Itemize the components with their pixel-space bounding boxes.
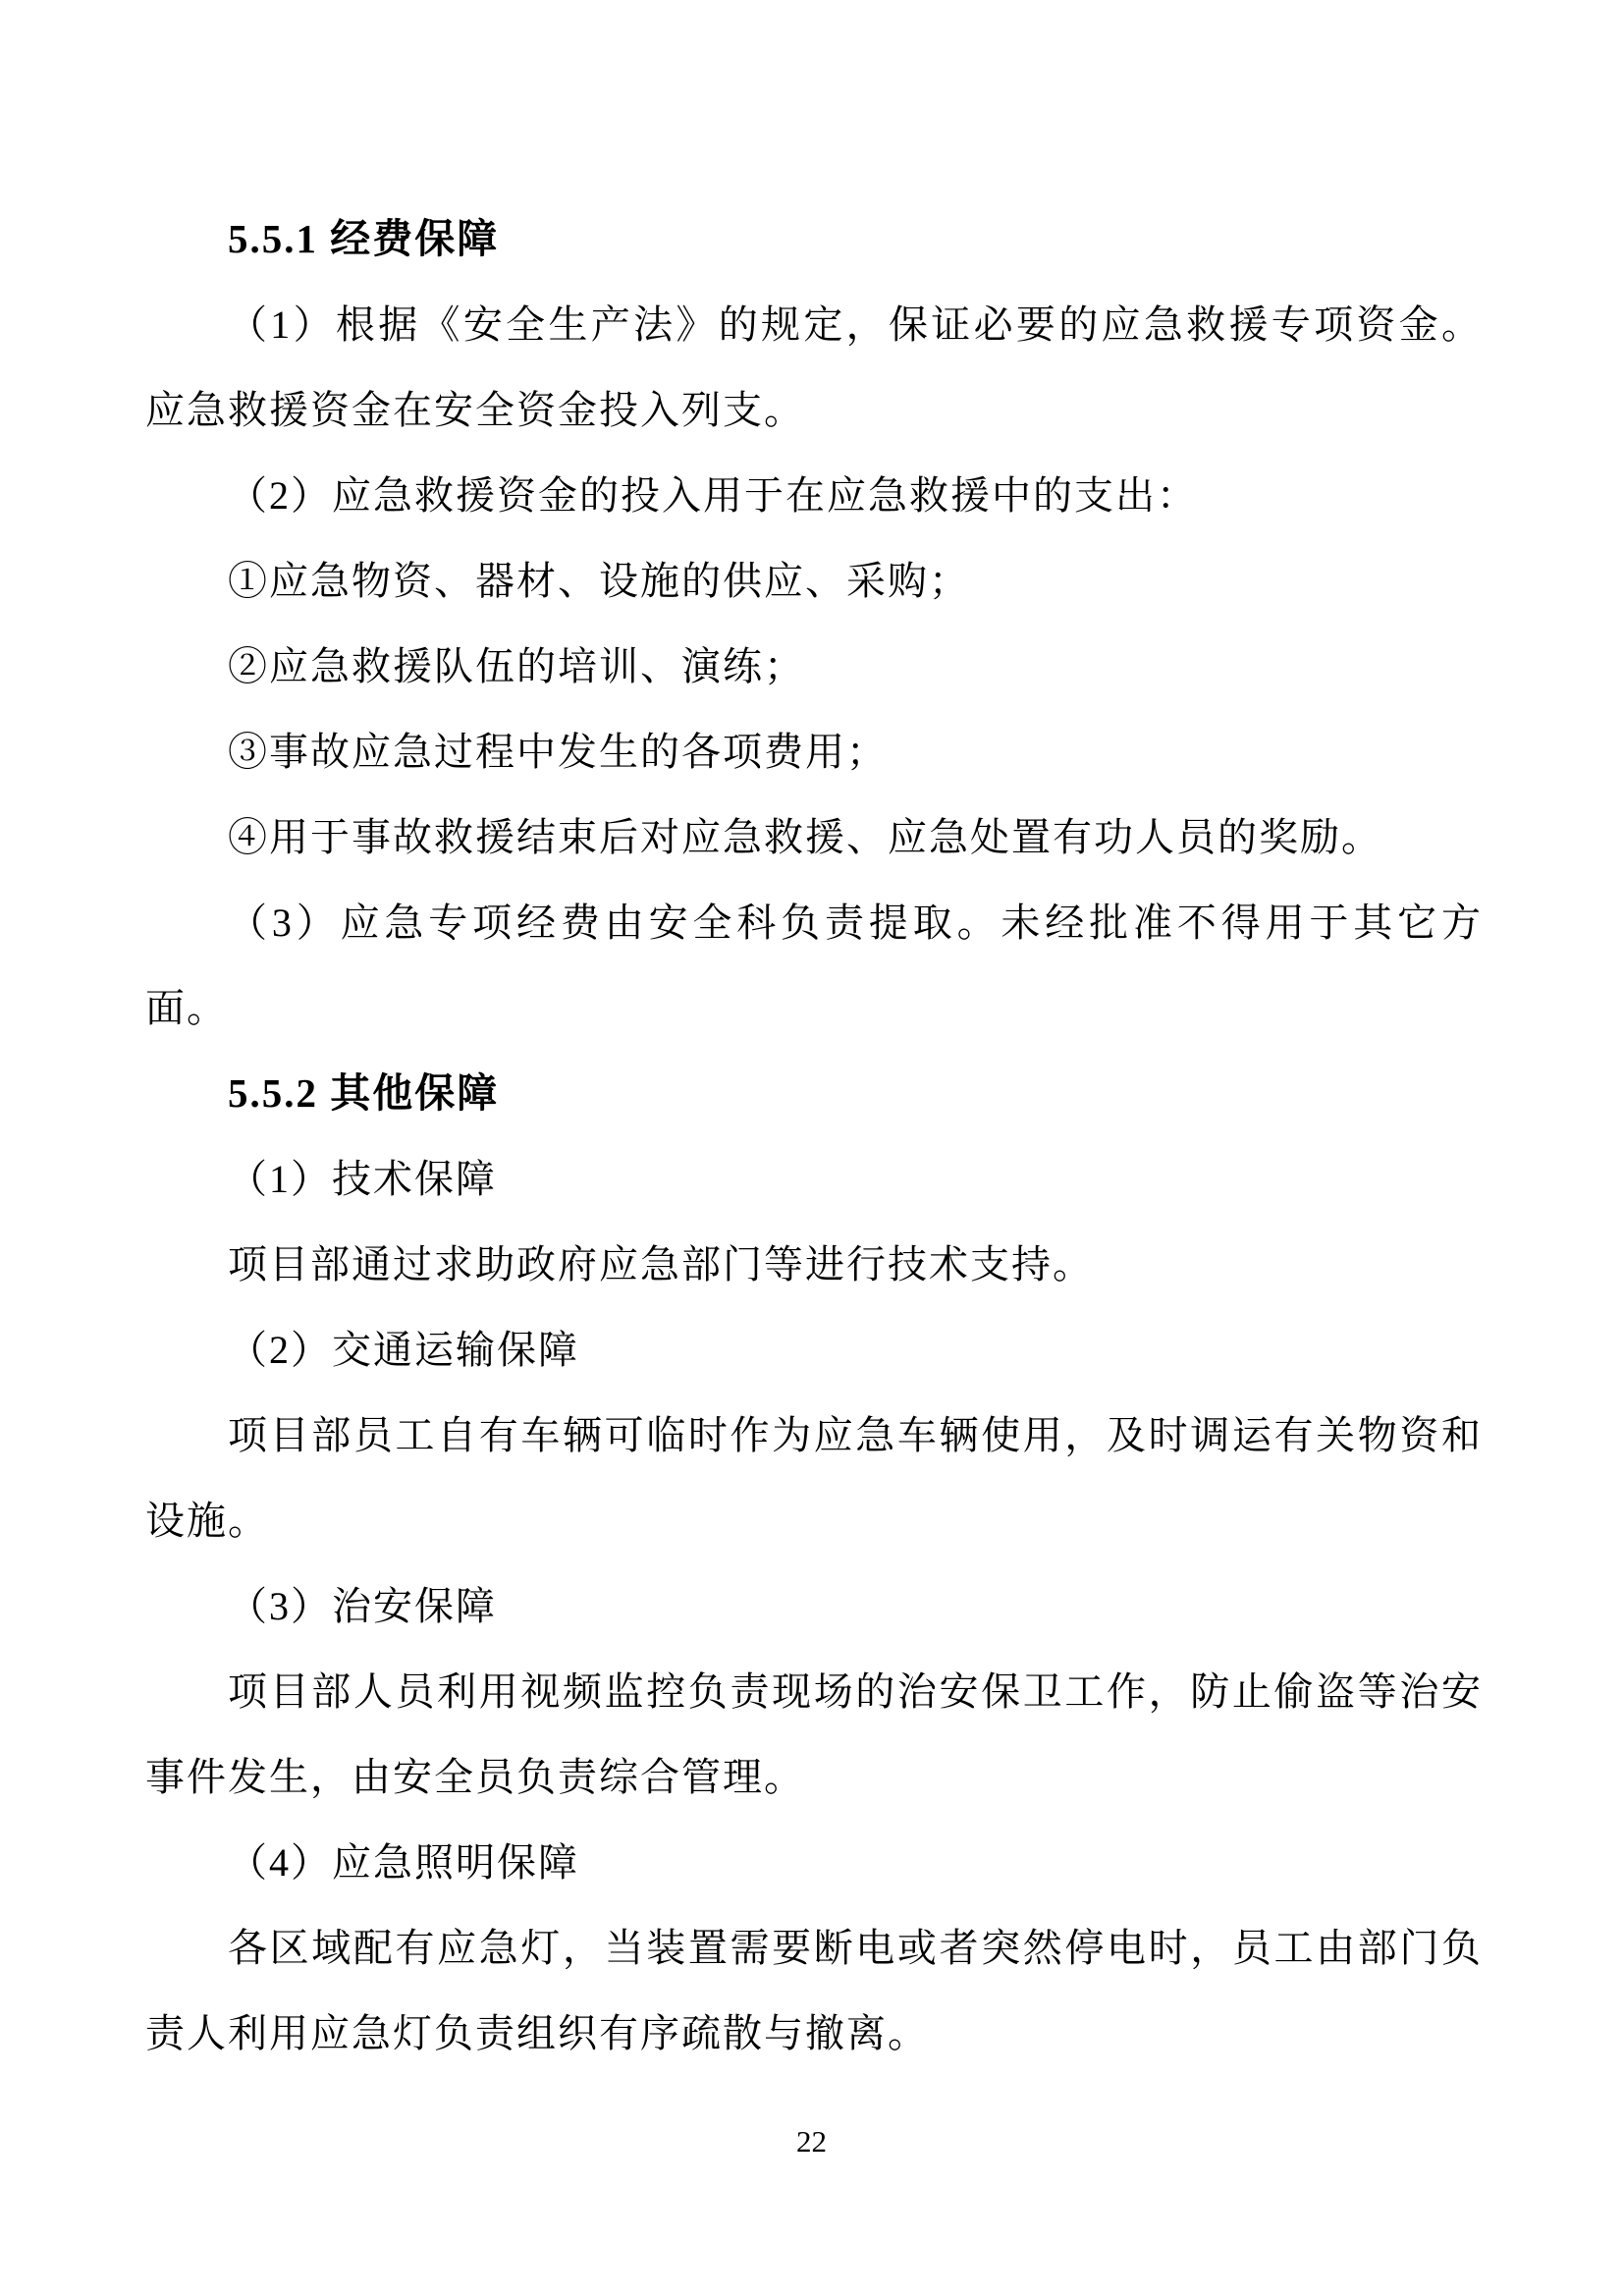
para-tech-guarantee-body: 项目部通过求助政府应急部门等进行技术支持。 [228, 1242, 1094, 1286]
section-heading-other-guarantee: 5.5.2 其他保障 [228, 1070, 500, 1116]
funding-list-item-4: ④用于事故救援结束后对应急救援、应急处置有功人员的奖励。 [228, 815, 1382, 859]
para-security-guarantee-title: （3）治安保障 [228, 1584, 497, 1628]
para-transport-guarantee-body: 项目部员工自有车辆可临时作为应急车辆使用，及时调运有关物资和设施。 [145, 1413, 1483, 1543]
page-number: 22 [796, 2124, 827, 2159]
funding-list-item-3: ③事故应急过程中发生的各项费用； [228, 730, 888, 774]
para-tech-guarantee-title: （1）技术保障 [228, 1157, 497, 1201]
para-funding-1: （1）根据《安全生产法》的规定，保证必要的应急救援专项资金。应急救援资金在安全资金投入列支。 [145, 302, 1483, 432]
para-transport-guarantee-title: （2）交通运输保障 [228, 1328, 579, 1372]
funding-list-item-2: ②应急救援队伍的培训、演练； [228, 644, 805, 688]
funding-list-item-1: ①应急物资、器材、设施的供应、采购； [228, 559, 970, 603]
section-heading-funding-guarantee: 5.5.1 经费保障 [228, 216, 500, 261]
para-funding-3: （3）应急专项经费由安全科负责提取。未经批准不得用于其它方面。 [145, 901, 1483, 1030]
para-funding-2: （2）应急救援资金的投入用于在应急救援中的支出： [228, 473, 1198, 518]
document-body [145, 196, 1483, 2076]
para-lighting-guarantee-title: （4）应急照明保障 [228, 1840, 579, 1885]
para-security-guarantee-body: 项目部人员利用视频监控负责现场的治安保卫工作，防止偷盗等治安事件发生，由安全员负责综合管理。 [145, 1669, 1483, 1799]
para-lighting-guarantee-body: 各区域配有应急灯，当装置需要断电或者突然停电时，员工由部门负责人利用应急灯负责组织有序疏散与撤离。 [145, 1926, 1483, 2055]
